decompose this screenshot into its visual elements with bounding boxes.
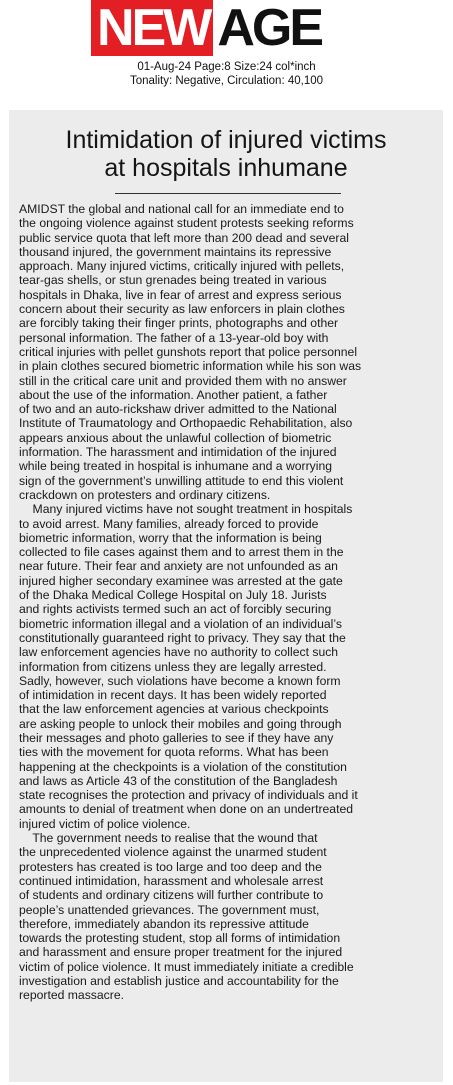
article-line: concern about their security as law enforcers in plain clothes	[19, 302, 345, 317]
headline-line: at hospitals inhumane	[104, 154, 348, 182]
article-clipping	[9, 110, 443, 1082]
article-line: protesters has created is too large and too deep and the	[19, 859, 322, 874]
headline-divider	[115, 193, 341, 194]
article-line: ties with the movement for quota reforms. What has been	[19, 745, 329, 760]
article-line: critical injuries with pellet gunshots report that police personnel	[19, 344, 358, 359]
article-line: tear-gas shells, or stun grenades being treated in various	[19, 273, 327, 288]
article-body	[19, 202, 437, 1003]
article-line: people’s unattended grievances. The government must,	[19, 902, 320, 917]
article-line: The government needs to realise that the wound that	[19, 831, 318, 846]
article-line: public service quota that left more than 200 dead and several	[19, 230, 349, 245]
article-line: investigation and establish justice and accountability for the	[19, 974, 339, 989]
article-line: of students and ordinary citizens will further contribute to	[19, 888, 324, 903]
article-line: appears anxious about the unlawful collection of biometric	[19, 430, 332, 445]
article-line: information from citizens unless they are legally arrested.	[19, 659, 327, 674]
clip-tonality-circulation: Tonality: Negative, Circulation: 40,100	[129, 75, 324, 87]
article-line: and rights activists termed such an act of forcibly securing	[19, 602, 332, 617]
article-line: AMIDST the global and national call for an immediate end to	[19, 202, 344, 216]
article-line: towards the protesting student, stop all forms of intimidation	[19, 931, 341, 946]
article-line: therefore, immediately abandon its repressive attitude	[19, 916, 309, 931]
article-line: approach. Many injured victims, critically injured with pellets,	[19, 259, 345, 274]
logo-new-part: NEW	[91, 0, 213, 56]
article-line: personal information. The father of a 13-year-old boy with	[19, 330, 329, 345]
newspaper-logo	[91, 0, 365, 56]
article-line: that the law enforcement agencies at various checkpoints	[19, 702, 329, 717]
clip-header	[0, 0, 453, 108]
article-line: sign of the government’s unwilling attitude to end this violent	[19, 473, 344, 488]
article-line: injured victim of police violence.	[19, 816, 191, 831]
article-line: and laws as Article 43 of the constitution of the Bangladesh	[19, 773, 338, 788]
article-line: near future. Their fear and anxiety are not unfounded as an	[19, 559, 338, 574]
headline-line: Intimidation of injured victims	[65, 126, 387, 154]
article-line: their messages and photo galleries to see if they have any	[19, 730, 334, 745]
article-headline	[9, 126, 443, 182]
article-line: about the use of the information. Another patient, a father	[19, 387, 328, 402]
article-line: state recognises the protection and privacy of individuals and it	[19, 788, 358, 803]
article-line: are asking people to unlock their mobiles and going through	[19, 716, 342, 731]
article-line: of the Dhaka Medical College Hospital on July 18. Jurists	[19, 588, 327, 603]
article-line: biometric information, worry that the information is being	[19, 530, 322, 545]
article-line: of intimidation in recent days. It has been widely reported	[19, 688, 327, 703]
article-line: crackdown on protesters and ordinary citizens.	[19, 487, 271, 502]
article-line: biometric information illegal and a violation of an individual’s	[19, 616, 342, 631]
article-line: hospitals in Dhaka, live in fear of arrest and express serious	[19, 287, 342, 302]
article-line: collected to file cases against them and to arrest them in the	[19, 545, 344, 560]
article-line: Many injured victims have not sought treatment in hospitals	[19, 502, 353, 517]
article-line: information. The harassment and intimidation of the injured	[19, 445, 337, 460]
article-line: Institute of Traumatology and Orthopaedic Rehabilitation, also	[19, 416, 353, 431]
article-line: reported massacre.	[19, 988, 124, 1003]
article-line: and harassment and ensure proper treatment for the injured	[19, 945, 343, 960]
article-line: injured higher secondary examinee was arrested at the gate	[19, 573, 343, 588]
article-line: continued intimidation, harassment and wholesale arrest	[19, 873, 324, 888]
article-line: Sadly, however, such violations have become a known form	[19, 673, 341, 688]
article-line: law enforcement agencies have no authority to collect such	[19, 645, 339, 660]
article-line: the ongoing violence against student protests seeking reforms	[19, 216, 354, 231]
article-line: still in the critical care unit and provided them with no answer	[19, 373, 347, 388]
article-line: amounts to denial of treatment when done on an undertreated	[19, 802, 354, 817]
article-line: thousand injured, the government maintains its repressive	[19, 244, 332, 259]
article-line: the unprecedented violence against the unarmed student	[19, 845, 327, 860]
article-line: to avoid arrest. Many families, already forced to provide	[19, 516, 319, 531]
logo-age-part: AGE	[213, 0, 325, 56]
article-line: of two and an auto-rickshaw driver admitted to the National	[19, 402, 337, 417]
article-line: while being treated in hospital is inhumane and a worrying	[19, 459, 333, 474]
article-line: constitutionally guaranteed right to privacy. They say that the	[19, 630, 346, 645]
clip-date-size: 01-Aug-24 Page:8 Size:24 col*inch	[137, 61, 316, 73]
clip-metadata	[0, 60, 453, 88]
article-line: are forcibly taking their finger prints, photographs and other	[19, 316, 339, 331]
article-line: happening at the checkpoints is a violation of the constitution	[19, 759, 347, 774]
article-line: in plain clothes secured biometric information while his son was	[19, 359, 362, 374]
article-line: victim of police violence. It must immediately initiate a credible	[19, 959, 354, 974]
